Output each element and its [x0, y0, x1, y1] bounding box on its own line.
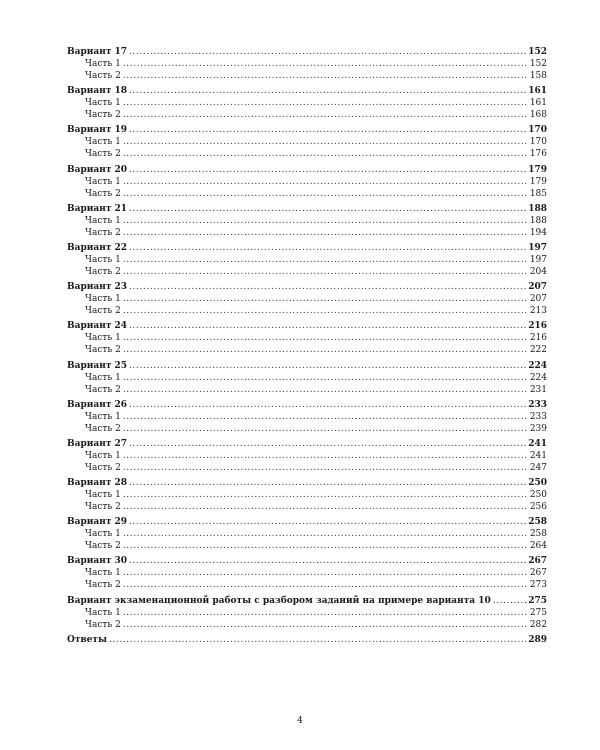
- toc-entry-part: [67, 423, 547, 435]
- toc-entry-label: Вариант 25: [67, 360, 128, 371]
- toc-entry-section: [67, 281, 547, 293]
- toc-entry-page: 188: [529, 215, 547, 226]
- toc-entry-section: [67, 438, 547, 450]
- dot-leader: [123, 619, 528, 631]
- toc-entry-page: 258: [529, 529, 547, 540]
- dot-leader: [129, 320, 526, 332]
- dot-leader: [123, 227, 528, 239]
- toc-entry-page: 207: [528, 282, 547, 293]
- toc-entry-page: 197: [529, 254, 547, 265]
- toc-entry-page: 204: [529, 266, 547, 277]
- toc-entry-part: [67, 97, 547, 109]
- dot-leader: [123, 450, 528, 462]
- dot-leader: [129, 85, 526, 97]
- toc-entry-label: Часть 2: [85, 110, 121, 121]
- toc-entry-part: [67, 70, 547, 82]
- page-number: 4: [297, 716, 303, 726]
- toc-entry-page: 267: [529, 568, 547, 579]
- toc-entry-section: [67, 46, 547, 58]
- dot-leader: [129, 555, 526, 567]
- toc-entry-part: [67, 266, 547, 278]
- dot-leader: [129, 516, 526, 528]
- toc-entry-label: Вариант 23: [67, 282, 128, 293]
- toc-entry-label: Часть 1: [85, 215, 121, 226]
- toc-entry-label: Часть 1: [85, 568, 121, 579]
- dot-leader: [123, 136, 528, 148]
- toc-entry-label: Часть 1: [85, 254, 121, 265]
- dot-leader: [129, 124, 526, 136]
- toc-entry-page: 161: [529, 98, 547, 109]
- dot-leader: [123, 70, 528, 82]
- toc-entry-part: [67, 188, 547, 200]
- dot-leader: [123, 305, 528, 317]
- toc-entry-page: 224: [528, 360, 547, 371]
- dot-leader: [123, 462, 528, 474]
- toc-entry-label: Вариант 22: [67, 242, 128, 253]
- toc-entry-part: [67, 344, 547, 356]
- dot-leader: [129, 360, 526, 372]
- dot-leader: [123, 579, 528, 591]
- toc-entry-label: Вариант 27: [67, 438, 128, 449]
- toc-entry-label: Вариант 19: [67, 125, 128, 136]
- dot-leader: [123, 372, 528, 384]
- toc-entry-section: [67, 85, 547, 97]
- dot-leader: [123, 344, 528, 356]
- dot-leader: [493, 595, 526, 607]
- toc-entry-label: Часть 1: [85, 294, 121, 305]
- toc-entry-label: Вариант 29: [67, 517, 128, 528]
- toc-entry-label: Часть 1: [85, 490, 121, 501]
- toc-entry-label: Часть 2: [85, 580, 121, 591]
- toc-entry-label: Вариант 28: [67, 478, 128, 489]
- toc-entry-page: 264: [529, 541, 547, 552]
- toc-entry-part: [67, 501, 547, 513]
- dot-leader: [123, 423, 528, 435]
- dot-leader: [129, 281, 526, 293]
- dot-leader: [123, 607, 528, 619]
- toc-entry-part: [67, 254, 547, 266]
- dot-leader: [123, 266, 528, 278]
- toc-entry-label: Ответы: [67, 634, 107, 645]
- toc-entry-page: 267: [528, 556, 547, 567]
- dot-leader: [123, 528, 528, 540]
- toc-entry-label: Вариант 24: [67, 321, 128, 332]
- toc-entry-page: 176: [529, 149, 547, 160]
- toc-entry-page: 250: [529, 490, 547, 501]
- toc-entry-label: Часть 1: [85, 333, 121, 344]
- toc-entry-page: 179: [529, 176, 547, 187]
- toc-entry-section: [67, 555, 547, 567]
- toc-entry-label: Часть 1: [85, 372, 121, 383]
- toc-entry-page: 275: [528, 595, 547, 606]
- toc-entry-part: [67, 619, 547, 631]
- toc-entry-label: Часть 2: [85, 149, 121, 160]
- toc-entry-page: 222: [529, 345, 547, 356]
- toc-entry-page: 216: [528, 321, 547, 332]
- dot-leader: [123, 97, 528, 109]
- toc-entry-part: [67, 109, 547, 121]
- toc-entry-section: [67, 399, 547, 411]
- toc-entry-section: [67, 164, 547, 176]
- toc-entry-label: Часть 2: [85, 71, 121, 81]
- toc-entry-section: [67, 477, 547, 489]
- toc-entry-label: Часть 2: [85, 345, 121, 356]
- toc-entry-page: 158: [529, 71, 547, 81]
- toc-entry-label: Часть 2: [85, 541, 121, 552]
- toc-entry-section: [67, 320, 547, 332]
- dot-leader: [129, 164, 526, 176]
- toc-entry-label: Часть 2: [85, 188, 121, 199]
- toc-entry-part: [67, 411, 547, 423]
- dot-leader: [129, 242, 526, 254]
- toc-entry-label: Вариант 18: [67, 86, 128, 97]
- toc-entry-label: Часть 1: [85, 411, 121, 422]
- toc-entry-page: 170: [528, 125, 547, 136]
- toc-entry-section: [67, 360, 547, 372]
- dot-leader: [123, 540, 528, 552]
- toc-entry-label: Часть 1: [85, 59, 121, 69]
- toc-entry-page: 197: [528, 242, 547, 253]
- dot-leader: [129, 399, 526, 411]
- toc-entry-label: Вариант 26: [67, 399, 128, 410]
- toc-entry-part: [67, 567, 547, 579]
- toc-entry-label: Часть 1: [85, 607, 121, 618]
- toc-entry-page: 256: [529, 502, 547, 513]
- toc-entry-page: 239: [529, 423, 547, 434]
- toc-entry-section: [67, 242, 547, 254]
- toc-entry-label: Часть 1: [85, 176, 121, 187]
- toc-entry-section: [67, 516, 547, 528]
- dot-leader: [109, 634, 526, 646]
- toc-entry-part: [67, 489, 547, 501]
- toc-entry-label: Часть 1: [85, 137, 121, 148]
- toc-entry-page: 282: [529, 619, 547, 630]
- toc-entry-page: 231: [529, 384, 547, 395]
- toc-entry-page: 241: [529, 450, 547, 461]
- toc-entry-part: [67, 305, 547, 317]
- toc-entry-page: 233: [528, 399, 547, 410]
- toc-entry-label: Часть 1: [85, 529, 121, 540]
- dot-leader: [123, 501, 528, 513]
- toc-entry-page: 152: [528, 47, 547, 57]
- toc-entry-page: 161: [528, 86, 547, 97]
- dot-leader: [129, 438, 526, 450]
- toc-entry-page: 273: [529, 580, 547, 591]
- dot-leader: [123, 411, 528, 423]
- toc-entry-section: [67, 634, 547, 646]
- toc-entry-page: 233: [529, 411, 547, 422]
- toc-entry-page: 247: [529, 462, 547, 473]
- toc-entry-page: 194: [529, 227, 547, 238]
- toc-entry-label: Часть 2: [85, 462, 121, 473]
- toc-entry-part: [67, 148, 547, 160]
- toc-entry-label: Часть 1: [85, 98, 121, 109]
- toc-entry-page: 185: [529, 188, 547, 199]
- toc-entry-part: [67, 579, 547, 591]
- toc-entry-part: [67, 384, 547, 396]
- toc-entry-page: 170: [529, 137, 547, 148]
- toc-entry-label: Вариант 20: [67, 164, 128, 175]
- table-of-contents: [67, 46, 547, 646]
- toc-entry-part: [67, 176, 547, 188]
- toc-entry-page: 224: [529, 372, 547, 383]
- dot-leader: [123, 293, 528, 305]
- toc-entry-page: 275: [529, 607, 547, 618]
- dot-leader: [123, 109, 528, 121]
- dot-leader: [123, 254, 528, 266]
- dot-leader: [129, 477, 526, 489]
- toc-entry-label: Вариант экзаменационной работы с разбором заданий на примере варианта 10: [67, 595, 491, 606]
- dot-leader: [123, 58, 528, 70]
- toc-entry-part: [67, 607, 547, 619]
- toc-entry-page: 250: [528, 478, 547, 489]
- toc-entry-page: 179: [528, 164, 547, 175]
- toc-entry-part: [67, 540, 547, 552]
- toc-entry-label: Вариант 21: [67, 203, 128, 214]
- toc-entry-part: [67, 58, 547, 70]
- toc-entry-label: Часть 1: [85, 450, 121, 461]
- toc-entry-section: [67, 203, 547, 215]
- toc-entry-part: [67, 293, 547, 305]
- toc-entry-part: [67, 528, 547, 540]
- dot-leader: [123, 188, 528, 200]
- toc-entry-label: Часть 2: [85, 227, 121, 238]
- dot-leader: [123, 215, 528, 227]
- toc-entry-page: 258: [528, 517, 547, 528]
- toc-entry-label: Часть 2: [85, 384, 121, 395]
- toc-entry-page: 188: [528, 203, 547, 214]
- dot-leader: [129, 46, 526, 58]
- toc-entry-page: 168: [529, 110, 547, 121]
- toc-entry-label: Часть 2: [85, 306, 121, 317]
- dot-leader: [123, 489, 528, 501]
- toc-entry-page: 213: [529, 306, 547, 317]
- dot-leader: [129, 203, 526, 215]
- dot-leader: [123, 384, 528, 396]
- toc-entry-part: [67, 227, 547, 239]
- toc-entry-part: [67, 450, 547, 462]
- toc-entry-label: Вариант 30: [67, 556, 128, 567]
- toc-entry-page: 241: [528, 438, 547, 449]
- toc-entry-page: 152: [529, 59, 547, 69]
- dot-leader: [123, 567, 528, 579]
- toc-entry-part: [67, 372, 547, 384]
- dot-leader: [123, 332, 528, 344]
- toc-entry-section: [67, 595, 547, 607]
- toc-entry-label: Вариант 17: [67, 47, 128, 57]
- toc-entry-page: 216: [529, 333, 547, 344]
- toc-entry-page: 289: [528, 634, 547, 645]
- toc-entry-part: [67, 332, 547, 344]
- toc-entry-part: [67, 462, 547, 474]
- toc-entry-section: [67, 124, 547, 136]
- toc-entry-label: Часть 2: [85, 423, 121, 434]
- toc-entry-label: Часть 2: [85, 619, 121, 630]
- toc-entry-label: Часть 2: [85, 266, 121, 277]
- dot-leader: [123, 148, 528, 160]
- toc-entry-label: Часть 2: [85, 502, 121, 513]
- toc-entry-page: 207: [529, 294, 547, 305]
- toc-entry-part: [67, 215, 547, 227]
- toc-entry-part: [67, 136, 547, 148]
- dot-leader: [123, 176, 528, 188]
